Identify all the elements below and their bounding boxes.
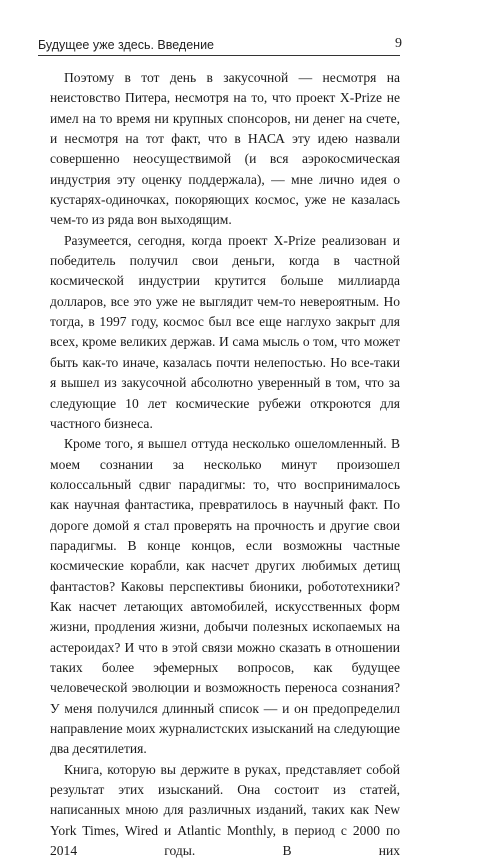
body-text (50, 68, 400, 861)
paragraph-1: Поэтому в тот день в закусочной — несмотря на неистовство Питера, несмотря на то, что проект X-Prize не имел на то время ни крупных спонсоров, ни денег на счете, и несмотря на тот факт, что в НАСА эту идею назвали совершенно неосуществимой (и вся аэрокосмическая индустрия эту оценку поддержала), — мне лично идея о кустарях-одиночках, покоряющих космос, уже не казалась чем-то из ряда вон выходящим. (50, 70, 400, 228)
page-number: 9 (395, 36, 402, 51)
paragraph-3: Кроме того, я вышел оттуда несколько ошеломленный. В моем сознании за несколько минут произошел колоссальный сдвиг парадигмы: то, что воспринималось как научная фантастика, превратилось в научный факт. По дороге домой я стал проверять на прочность и другие свои парадигмы. В конце концов, если возможны частные космические корабли, как насчет других любимых детищ фантастов? Каковы перспективы бионики, робототехники? Как насчет летающих автомобилей, искусственных форм жизни, продления жизни, добычи полезных ископаемых на астероидах? И что в этой связи можно сказать в отношении таких более эфемерных вопросов, как будущее человеческой эволюции и возможность переноса сознания? У меня получился длинный список — и он предопределил направление моих журналистских изысканий на следующие два десятилетия. (50, 436, 400, 757)
paragraph-2: Разумеется, сегодня, когда проект X-Prize реализован и победитель получил свои деньги, когда в частной космической индустрии крутится больше миллиарда долларов, все это уже не выглядит чем-то невероятным. Но тогда, в 1997 году, космос был все еще наглухо закрыт для всех, кроме великих держав. И сама мысль о том, что может быть как-то иначе, казалась почти нелепостью. Но все-таки я вышел из закусочной абсолютно уверенный в том, что за следующие 10 лет космические рубежи откроются для частного бизнеса. (50, 232, 400, 431)
page-header (38, 36, 400, 56)
running-head: Будущее уже здесь. Введение (38, 38, 215, 52)
paragraph-4: Книга, которую вы держите в руках, представляет собой результат этих изысканий. Она состоит из статей, написанных мною для различных изданий, таких как New York Times, Wired и Atlantic Monthly, в период с 2000 по 2014 годы. В них (50, 761, 400, 859)
